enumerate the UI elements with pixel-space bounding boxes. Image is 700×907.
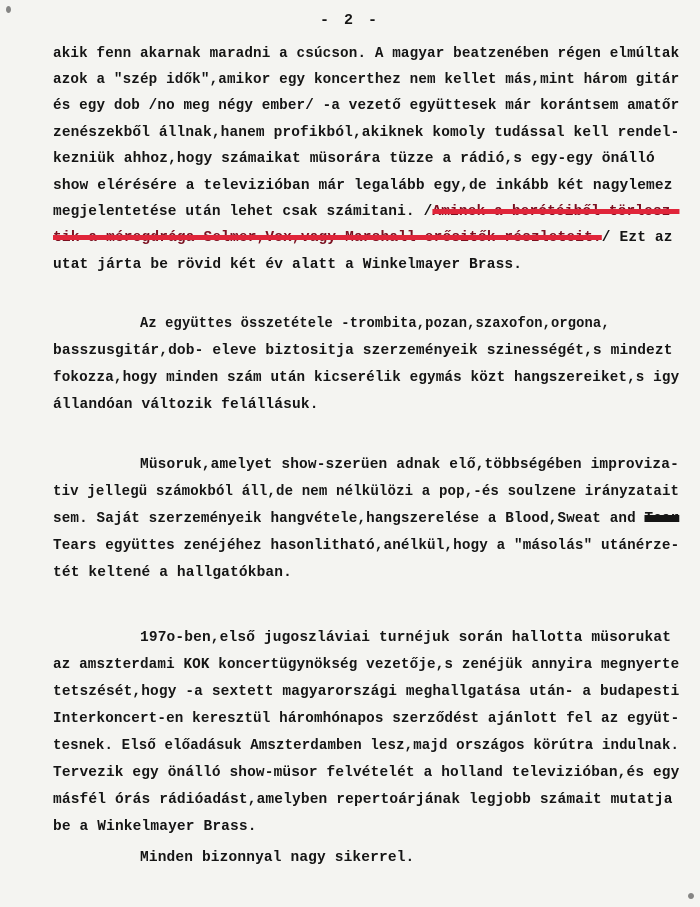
text-run: basszusgitár,dob- eleve biztositja szerzeményeik szinességét,s mindezt	[53, 343, 673, 359]
text-run: Müsoruk,amelyet show-szerüen adnak elő,többségében improviza-	[140, 457, 679, 473]
text-line	[53, 97, 680, 115]
text-line	[53, 683, 680, 701]
text-run: Interkoncert-en keresztül háromhónapos szerződést ajánlott fel az együt-	[53, 711, 680, 727]
text-run: fokozza,hogy minden szám után kicserélik egymás közt hangszereiket,s igy	[53, 370, 680, 386]
text-line	[53, 656, 680, 674]
text-run: megjelentetése után lehet csak számitani. /	[53, 204, 433, 220]
page-number: - 2 -	[319, 12, 380, 29]
text-run: 197o-ben,első jugoszláviai turnéjuk során hallotta müsorukat	[140, 630, 672, 646]
text-run: tiv jellegü számokból áll,de nem nélkülözi a pop,-és soulzene irányzatait	[53, 484, 680, 500]
text-line	[53, 177, 679, 195]
text-line	[53, 510, 680, 528]
text-line	[53, 483, 680, 501]
text-line	[53, 737, 680, 755]
text-run: sem. Saját szerzeményeik hangvétele,hangszerelése a Blood,Sweat and	[53, 511, 645, 527]
text-run: kezniük ahhoz,hogy számaikat müsorára tüzze a rádió,s egy-egy önálló	[53, 151, 655, 167]
text-run: az amszterdami KOK koncertügynökség vezetője,s zenéjük annyira megnyerte	[53, 657, 680, 673]
struck-through-text: Aminek a berótéiből törlesz-	[432, 204, 680, 220]
text-run: másfél órás rádióadást,amelyben repertoárjának legjobb számait mutatja	[53, 792, 673, 808]
text-line	[53, 791, 679, 809]
text-run: be a Winkelmayer Brass.	[53, 819, 257, 835]
text-line	[53, 818, 293, 836]
text-line	[53, 564, 313, 582]
text-line	[53, 537, 680, 555]
text-line	[53, 396, 343, 414]
text-run: Minden bizonnyal nagy sikerrel.	[140, 850, 415, 866]
text-line	[53, 203, 680, 221]
text-run: azok a "szép idők",amikor egy koncerthez nem kellet más,mint három gitár	[53, 72, 680, 88]
scan-speck	[6, 6, 11, 13]
text-line	[140, 629, 679, 647]
text-line	[53, 150, 679, 168]
scan-speck	[688, 893, 694, 899]
text-line	[53, 710, 680, 728]
text-run: zenészekből állnak,hanem profikból,akiknek komoly tudással kell rendel-	[53, 125, 680, 141]
text-run: tesnek. Első előadásuk Amszterdamben lesz,majd országos körútra indulnak.	[53, 738, 680, 754]
text-run: tét keltené a hallgatókban.	[53, 565, 292, 581]
text-line	[53, 45, 680, 63]
text-line	[53, 71, 680, 89]
text-line	[53, 369, 680, 387]
text-run: Tears együttes zenéjéhez hasonlitható,anélkül,hogy a "másolás" utánérze-	[53, 538, 680, 554]
text-run: állandóan változik felállásuk.	[53, 397, 319, 413]
text-line	[140, 456, 678, 474]
text-line	[53, 764, 680, 782]
struck-through-text: tik a méregdrága Selmer,Vox,vagy Marshall erősitők részleteit.	[53, 230, 602, 246]
text-line	[53, 229, 679, 247]
text-line	[140, 315, 610, 333]
text-line	[140, 849, 430, 867]
typed-over-text: Tear	[644, 511, 680, 527]
text-run: és egy dob /no meg négy ember/ -a vezető együttesek már korántsem amatőr	[53, 98, 680, 114]
text-run: akik fenn akarnak maradni a csúcson. A magyar beatzenében régen elmúltak	[53, 46, 680, 62]
text-line	[53, 256, 679, 274]
text-run: / Ezt az	[601, 230, 673, 246]
text-run: show elérésére a televizióban már legalább egy,de inkább két nagylemez	[53, 178, 673, 194]
text-line	[53, 124, 680, 142]
text-run: Az együttes összetétele -trombita,pozan,szaxofon,orgona,	[140, 316, 610, 332]
text-run: Tervezik egy önálló show-müsor felvételét a holland televizióban,és egy	[53, 765, 680, 781]
text-run: tetszését,hogy -a sextett magyarországi meghallgatása után- a budapesti	[53, 684, 680, 700]
text-line	[53, 342, 679, 360]
text-run: utat járta be rövid két év alatt a Winkelmayer Brass.	[53, 257, 523, 273]
